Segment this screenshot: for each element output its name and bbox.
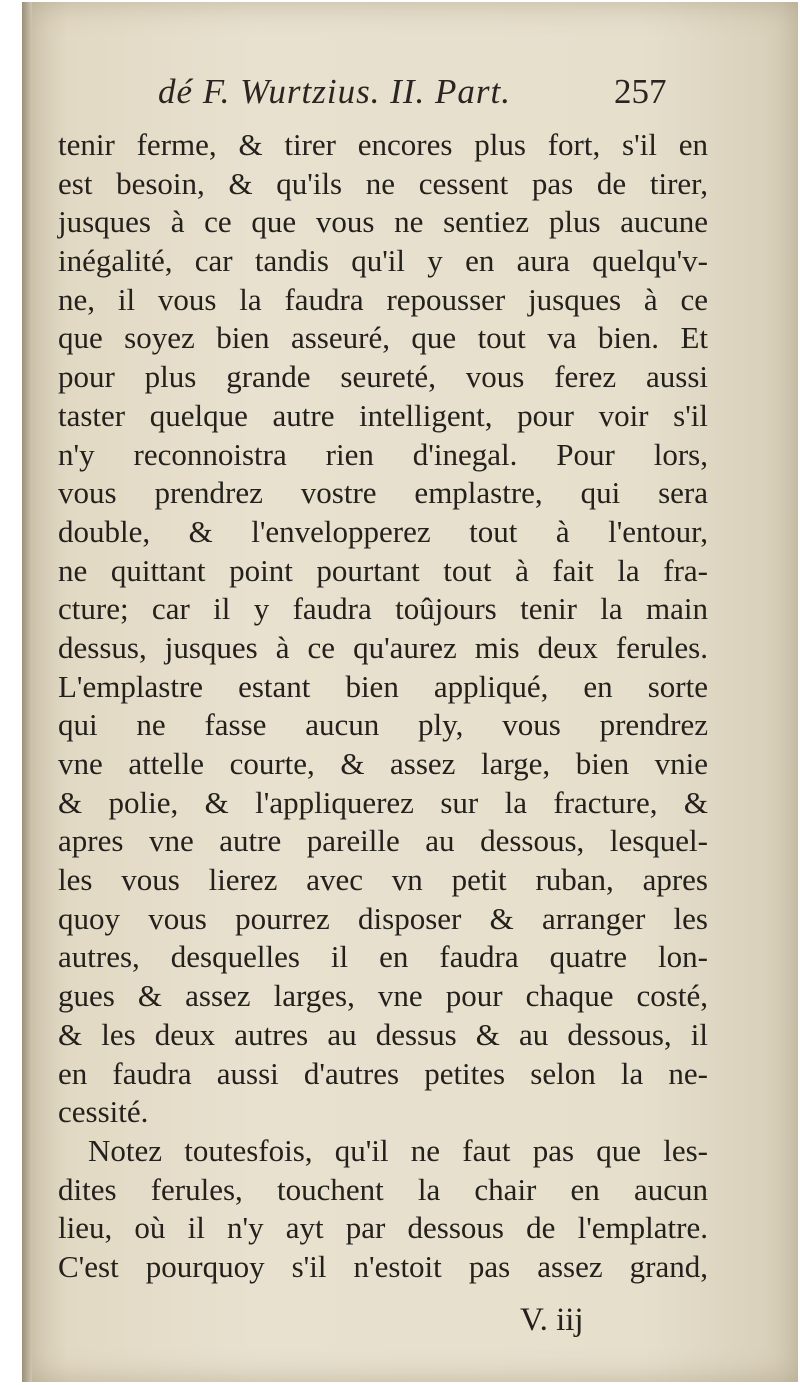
text-line: dessus, jusques à ce qu'aurez mis deux ferules.: [58, 629, 708, 665]
text-line: en faudra aussi d'autres petites selon la ne-: [58, 1055, 708, 1091]
page-gutter-edge: [22, 2, 32, 1382]
text-line: est besoin, & qu'ils ne cessent pas de tirer,: [58, 165, 708, 201]
text-line: C'est pourquoy s'il n'estoit pas assez grand,: [58, 1248, 708, 1284]
text-line: cessité.: [58, 1094, 149, 1130]
text-line: double, & l'envelopperez tout à l'entour,: [58, 513, 708, 549]
text-line: & polie, & l'appliquerez sur la fracture, &: [58, 784, 708, 820]
text-line: cture; car il y faudra toûjours tenir la main: [58, 591, 708, 627]
text-line: inégalité, car tandis qu'il y en aura quelqu'v-: [58, 243, 708, 279]
paragraph-first-line: Notez toutesfois, qu'il ne faut pas que les-: [88, 1132, 708, 1168]
body-text: [58, 126, 708, 1287]
text-line: gues & assez larges, vne pour chaque costé,: [58, 978, 708, 1014]
text-line: que soyez bien asseuré, que tout va bien. Et: [58, 320, 708, 356]
text-line: quoy vous pourrez disposer & arranger les: [58, 900, 708, 936]
text-line: qui ne fasse aucun ply, vous prendrez: [58, 707, 708, 743]
text-line: apres vne autre pareille au dessous, lesquel-: [58, 823, 708, 859]
text-line: ne quittant point pourtant tout à fait la fra-: [58, 552, 708, 588]
text-line: taster quelque autre intelligent, pour voir s'il: [58, 397, 708, 433]
text-line: les vous lierez avec vn petit ruban, apres: [58, 862, 708, 898]
text-line: autres, desquelles il en faudra quatre lon-: [58, 939, 708, 975]
text-line: & les deux autres au dessus & au dessous, il: [58, 1016, 708, 1052]
text-line: vne attelle courte, & assez large, bien vnie: [58, 746, 708, 781]
text-line: dites ferules, touchent la chair en aucun: [58, 1171, 708, 1207]
text-line: tenir ferme, & tirer encores plus fort, s'il en: [58, 127, 708, 162]
text-line: vous prendrez vostre emplastre, qui sera: [58, 475, 708, 511]
text-line: pour plus grande seureté, vous ferez aussi: [58, 359, 708, 395]
text-line: L'emplastre estant bien appliqué, en sorte: [58, 668, 708, 704]
text-line: ne, il vous la faudra repousser jusques à ce: [58, 281, 708, 317]
text-line: lieu, où il n'y ayt par dessous de l'emplatre.: [58, 1210, 708, 1246]
running-title: dé F. Wurtzius. II. Part.: [158, 72, 511, 111]
text-line: jusques à ce que vous ne sentiez plus aucune: [58, 204, 708, 240]
page-number: 257: [614, 72, 667, 111]
signature-mark: V. iij: [520, 1302, 584, 1338]
text-line: n'y reconnoistra rien d'inegal. Pour lors,: [58, 436, 708, 472]
